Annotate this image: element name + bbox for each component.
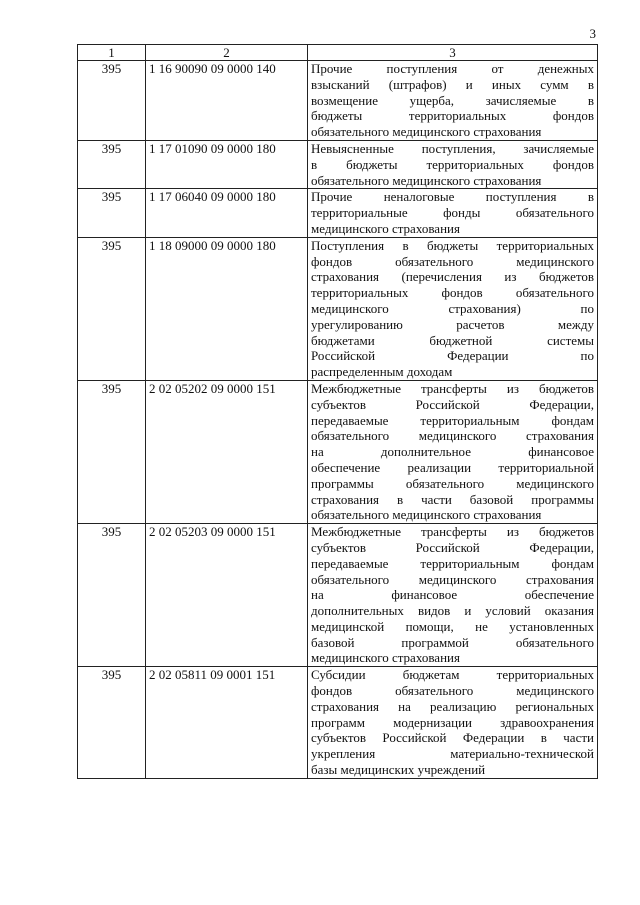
description-line: возмещение ущерба, зачисляемые в (311, 92, 594, 108)
description-line: субъектов Российской Федерации в части (311, 730, 594, 746)
classification-code-cell: 1 17 01090 09 0000 180 (146, 140, 308, 188)
description-cell (308, 237, 598, 380)
description-line: на дополнительное финансовое (311, 444, 594, 460)
table-row (78, 380, 598, 523)
table-row (78, 140, 598, 188)
description-cell (308, 524, 598, 667)
column-header-2: 2 (146, 45, 308, 61)
description-line: укрепления материально-технической (311, 746, 594, 762)
table-header-row (78, 45, 598, 61)
description-cell (308, 189, 598, 237)
description-line: бюджетами бюджетной системы (311, 332, 594, 348)
description-line: субъектов Российской Федерации, (311, 539, 594, 555)
column-header-3: 3 (308, 45, 598, 61)
description-line: Прочие поступления от денежных (311, 61, 594, 76)
description-line: обеспечение реализации территориальной (311, 459, 594, 475)
description-line: обязательного медицинского страхования (311, 172, 542, 188)
description-line: обязательного медицинского страхования (311, 507, 542, 523)
description-line: программ модернизации здравоохранения (311, 714, 594, 730)
description-line: страхования в части базовой программы (311, 491, 594, 507)
classification-code-cell: 2 02 05202 09 0000 151 (146, 380, 308, 523)
classification-code-cell: 2 02 05203 09 0000 151 (146, 524, 308, 667)
description-line: распределенным доходам (311, 364, 453, 380)
description-line: страхования (перечисления из бюджетов (311, 269, 594, 285)
description-line: Российской Федерации по (311, 348, 594, 364)
description-line: медицинского страхования (311, 650, 460, 666)
description-line: Невыясненные поступления, зачисляемые (311, 140, 594, 156)
description-line: страхования на реализацию региональных (311, 698, 594, 714)
description-line: фондов обязательного медицинского (311, 683, 594, 699)
description-line: обязательного медицинского страхования (311, 124, 542, 140)
description-line: взысканий (штрафов) и иных сумм в (311, 76, 594, 92)
budget-classification-table (77, 44, 598, 779)
description-line: на финансовое обеспечение (311, 587, 594, 603)
description-line: Прочие неналоговые поступления в (311, 189, 594, 205)
description-line: в бюджеты территориальных фондов (311, 156, 594, 172)
admin-code-cell: 395 (78, 237, 146, 380)
description-line: базы медицинских учреждений (311, 762, 486, 778)
description-line: фондов обязательного медицинского (311, 253, 594, 269)
description-line: обязательного медицинского страхования (311, 571, 594, 587)
table-row (78, 524, 598, 667)
description-line: субъектов Российской Федерации, (311, 396, 594, 412)
description-line: бюджеты территориальных фондов (311, 108, 594, 124)
description-line: передаваемые территориальным фондам (311, 555, 594, 571)
admin-code-cell: 395 (78, 61, 146, 141)
admin-code-cell: 395 (78, 380, 146, 523)
description-line: урегулированию расчетов между (311, 316, 594, 332)
classification-code-cell: 1 16 90090 09 0000 140 (146, 61, 308, 141)
classification-code-cell: 1 17 06040 09 0000 180 (146, 189, 308, 237)
table-row (78, 237, 598, 380)
table-row (78, 189, 598, 237)
admin-code-cell: 395 (78, 140, 146, 188)
admin-code-cell: 395 (78, 667, 146, 779)
description-cell (308, 140, 598, 188)
classification-code-cell: 1 18 09000 09 0000 180 (146, 237, 308, 380)
description-cell (308, 61, 598, 141)
description-line: Субсидии бюджетам территориальных (311, 667, 594, 683)
classification-code-cell: 2 02 05811 09 0001 151 (146, 667, 308, 779)
admin-code-cell: 395 (78, 189, 146, 237)
page-number: 3 (589, 26, 596, 41)
admin-code-cell: 395 (78, 524, 146, 667)
description-line: медицинского страхования) по (311, 300, 594, 316)
description-line: передаваемые территориальным фондам (311, 412, 594, 428)
description-line: территориальных фондов обязательного (311, 285, 594, 301)
description-line: Поступления в бюджеты территориальных (311, 237, 594, 253)
description-line: программы обязательного медицинского (311, 475, 594, 491)
description-cell (308, 667, 598, 779)
table-row (78, 667, 598, 779)
description-line: базовой программой обязательного (311, 634, 594, 650)
description-line: дополнительных видов и условий оказания (311, 603, 594, 619)
description-line: Межбюджетные трансферты из бюджетов (311, 524, 594, 540)
description-line: Межбюджетные трансферты из бюджетов (311, 380, 594, 396)
description-line: обязательного медицинского страхования (311, 428, 594, 444)
column-header-1: 1 (78, 45, 146, 61)
description-line: территориальные фонды обязательного (311, 205, 594, 221)
description-line: медицинского страхования (311, 220, 460, 236)
table-row (78, 61, 598, 141)
description-cell (308, 380, 598, 523)
description-line: медицинской помощи, не установленных (311, 618, 594, 634)
